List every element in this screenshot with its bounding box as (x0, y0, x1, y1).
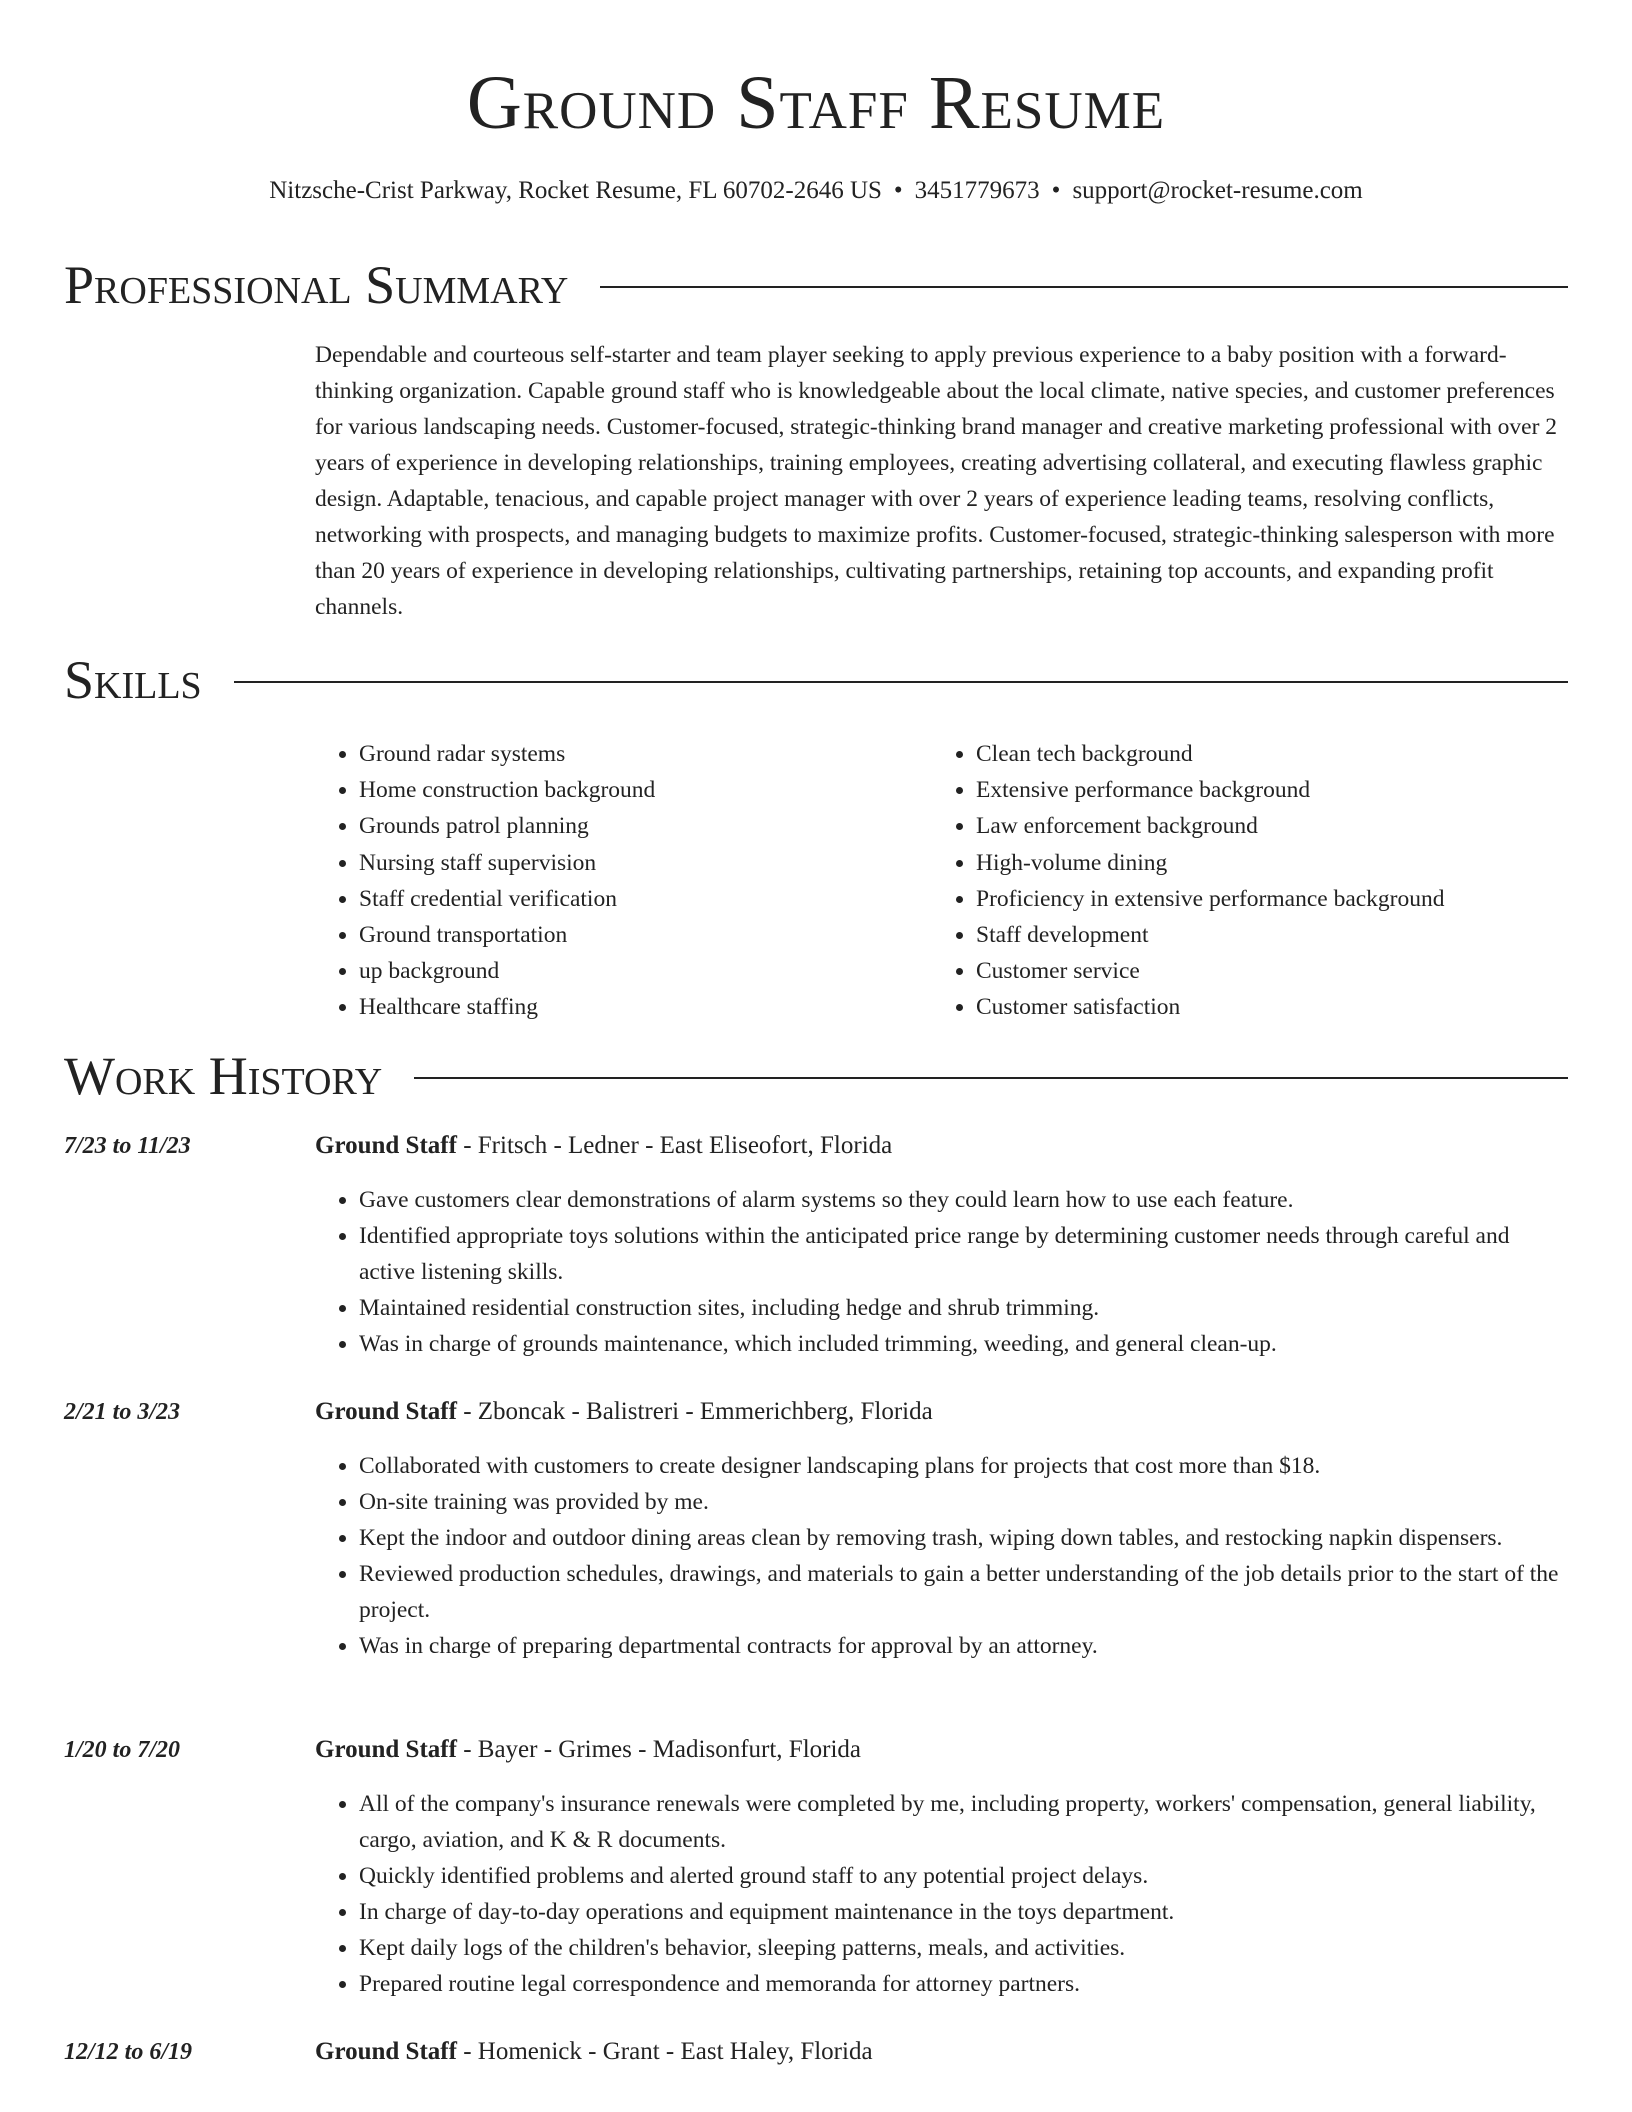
summary-heading: Professional Summary (64, 255, 569, 315)
contact-phone: 3451779673 (914, 177, 1040, 204)
job-role: Ground Staff (315, 1398, 457, 1425)
section-divider (414, 1077, 1568, 1079)
job-bullet: • On-site training was provided by me. (359, 1484, 1567, 1520)
skill-item: • Clean tech background (976, 736, 1549, 772)
job-bullet: • Kept daily logs of the children's behavior, sleeping patterns, meals, and activities. (359, 1930, 1567, 1966)
job-bullets (315, 1182, 1567, 1362)
job-bullet: • Was in charge of grounds maintenance, which included trimming, weeding, and general clean-up. (359, 1326, 1567, 1362)
job-header (315, 1732, 1567, 1768)
job-bullet: • Maintained residential construction sites, including hedge and shrub trimming. (359, 1290, 1567, 1326)
skill-item: • Ground radar systems (359, 736, 932, 772)
job-header (315, 1394, 1567, 1430)
contact-separator: • (893, 177, 903, 204)
job-header (315, 1128, 1567, 1164)
skill-item: • up background (359, 953, 932, 989)
job-date: 12/12 to 6/19 (64, 2039, 193, 2065)
job-bullet: • Identified appropriate toys solutions within the anticipated price range by determining customer needs through careful and active listening skills. (359, 1218, 1567, 1290)
skills-column-right (932, 736, 1549, 1026)
contact-address: Nitzsche-Crist Parkway, Rocket Resume, FL 60702-2646 US (269, 177, 882, 204)
skill-item: • Proficiency in extensive performance background (976, 881, 1549, 917)
job-bullet: • All of the company's insurance renewals were completed by me, including property, workers' compensation, general liability, cargo, aviation, and K & R documents. (359, 1786, 1567, 1858)
job-bullet: • Prepared routine legal correspondence and memoranda for attorney partners. (359, 1966, 1567, 2002)
job-bullet: • Reviewed production schedules, drawings, and materials to gain a better understanding of the job details prior to the start of the project. (359, 1556, 1567, 1628)
summary-text: Dependable and courteous self-starter and team player seeking to apply previous experience to a baby position with a forward-thinking organization. Capable ground staff who is knowledgeable about the local climate, native species, and customer preferences for various landscaping needs. Customer-focused, strategic-thinking brand manager and creative marketing professional with over 2 years of experience in developing relationships, training employees, creating advertising collateral, and executing flawless graphic design. Adaptable, tenacious, and capable project manager with over 2 years of experience leading teams, resolving conflicts, networking with prospects, and managing budgets to maximize profits. Customer-focused, strategic-thinking salesperson with more than 20 years of experience in developing relationships, cultivating partnerships, retaining top accounts, and expanding profit channels. (315, 342, 1558, 620)
job-bullets (315, 1786, 1567, 2002)
contact-line (0, 174, 1632, 208)
resume-title: Ground Staff Resume (466, 61, 1166, 145)
job-date: 7/23 to 11/23 (64, 1133, 191, 1159)
job-bullet: • Gave customers clear demonstrations of alarm systems so they could learn how to use each feature. (359, 1182, 1567, 1218)
job-details: - Fritsch - Ledner - East Eliseofort, Florida (463, 1132, 893, 1159)
contact-email: support@rocket-resume.com (1072, 177, 1363, 204)
job-role: Ground Staff (315, 1132, 457, 1159)
job-date: 1/20 to 7/20 (64, 1737, 181, 1763)
job-date: 2/21 to 3/23 (64, 1399, 181, 1425)
skill-item: • Staff development (976, 917, 1549, 953)
job-bullet: • In charge of day-to-day operations and equipment maintenance in the toys department. (359, 1894, 1567, 1930)
skills-section-header (64, 650, 1568, 710)
skills-column-left (315, 736, 932, 1026)
job-role: Ground Staff (315, 2038, 457, 2065)
skill-item: • Customer service (976, 953, 1549, 989)
skills-list (315, 736, 1567, 1026)
skill-item: • Law enforcement background (976, 808, 1549, 844)
skill-item: • Ground transportation (359, 917, 932, 953)
job-bullet: • Collaborated with customers to create designer landscaping plans for projects that cost more than $18. (359, 1448, 1567, 1484)
skill-item: • Grounds patrol planning (359, 808, 932, 844)
skills-heading: Skills (64, 650, 202, 710)
skill-item: • Customer satisfaction (976, 989, 1549, 1025)
job-details: - Zboncak - Balistreri - Emmerichberg, Florida (463, 1398, 933, 1425)
job-header (315, 2034, 1567, 2070)
section-divider (600, 286, 1568, 288)
job-bullet: • Was in charge of preparing departmental contracts for approval by an attorney. (359, 1628, 1567, 1664)
contact-separator: • (1051, 177, 1061, 204)
skill-item: • Healthcare staffing (359, 989, 932, 1025)
summary-section-header (64, 255, 1568, 315)
skill-item: • Home construction background (359, 772, 932, 808)
skill-item: • Staff credential verification (359, 881, 932, 917)
job-bullet: • Quickly identified problems and alerted ground staff to any potential project delays. (359, 1858, 1567, 1894)
job-details: - Homenick - Grant - East Haley, Florida (463, 2038, 873, 2065)
job-role: Ground Staff (315, 1736, 457, 1763)
skill-item: • Extensive performance background (976, 772, 1549, 808)
section-divider (234, 681, 1568, 683)
job-bullet: • Kept the indoor and outdoor dining areas clean by removing trash, wiping down tables, and restocking napkin dispensers. (359, 1520, 1567, 1556)
work-heading: Work History (64, 1046, 383, 1106)
work-section-header (64, 1046, 1568, 1106)
skill-item: • Nursing staff supervision (359, 845, 932, 881)
job-details: - Bayer - Grimes - Madisonfurt, Florida (463, 1736, 862, 1763)
skill-item: • High-volume dining (976, 845, 1549, 881)
job-bullets (315, 1448, 1567, 1664)
